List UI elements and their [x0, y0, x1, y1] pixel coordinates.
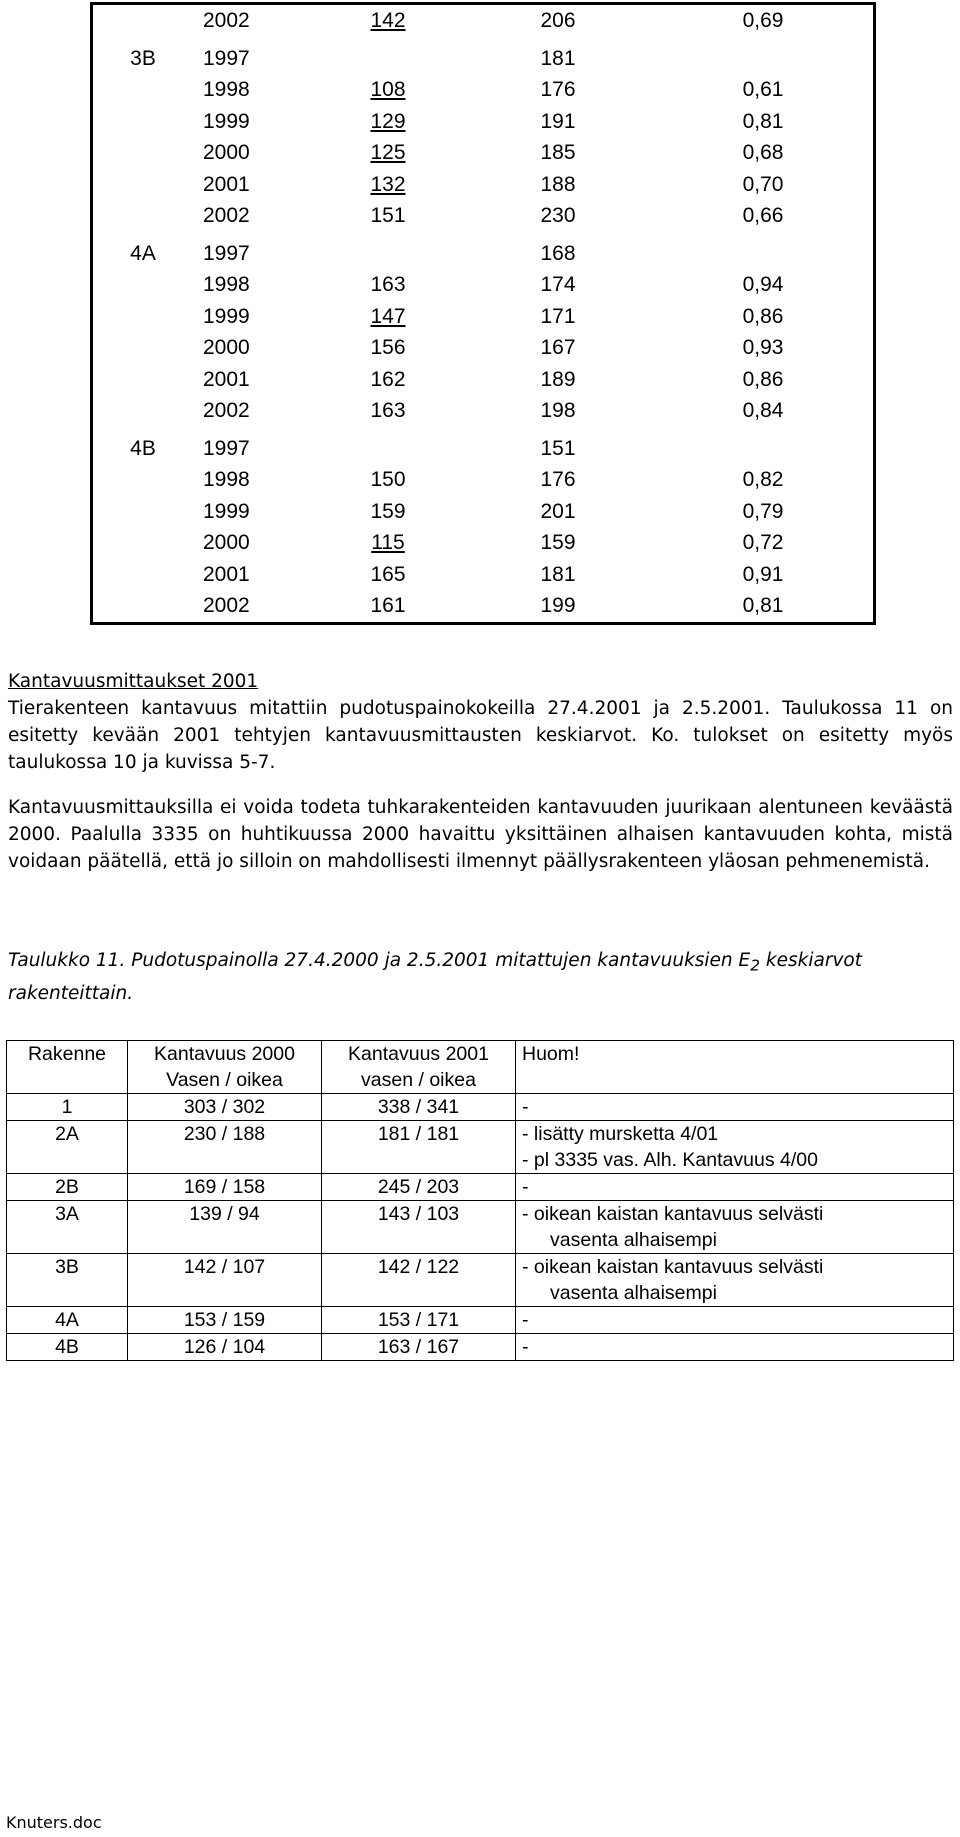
- table-row: [7, 1121, 954, 1174]
- cell-value-b: 230: [540, 204, 576, 227]
- cell-ratio: 0,91: [742, 562, 784, 586]
- note-line: -: [522, 1309, 529, 1331]
- table-row: [93, 137, 873, 169]
- cell-group: [93, 559, 193, 591]
- cell-ratio: 0,61: [742, 78, 784, 101]
- structure-averages-table: [6, 1040, 954, 1361]
- note-line: vasenta alhaisempi: [550, 1282, 717, 1304]
- cell-kantavuus-2000: 169 / 158: [128, 1174, 322, 1201]
- cell-value-a: 163: [370, 273, 406, 296]
- note-line: - pl 3335 vas. Alh. Kantavuus 4/00: [522, 1149, 818, 1171]
- cell-value-a: 156: [370, 336, 406, 359]
- cell-rakenne: 4A: [7, 1307, 128, 1334]
- cell-value-b: 171: [540, 304, 576, 328]
- cell-group: [93, 527, 193, 559]
- table-row: [93, 527, 873, 559]
- cell-rakenne: 2A: [7, 1121, 128, 1174]
- cell-year: 2001: [203, 562, 250, 586]
- cell-kantavuus-2001: 181 / 181: [322, 1121, 516, 1174]
- cell-ratio: 0,93: [742, 336, 784, 359]
- cell-group: [93, 200, 193, 232]
- cell-year: 1999: [203, 499, 250, 523]
- table-row: [93, 74, 873, 106]
- table-row: [93, 590, 873, 622]
- structure-table: [6, 1040, 954, 1361]
- cell-year: 1998: [203, 78, 250, 101]
- cell-kantavuus-2000: 153 / 159: [128, 1307, 322, 1334]
- cell-year: 2000: [203, 336, 250, 359]
- table-row: [93, 395, 873, 427]
- cell-ratio: 0,69: [742, 9, 784, 32]
- cell-value-a: [313, 37, 463, 75]
- cell-value-a: 163: [370, 399, 406, 422]
- cell-value-a: 132: [370, 172, 406, 196]
- table-row: [7, 1094, 954, 1121]
- note-line: - oikean kaistan kantavuus selvästi: [522, 1203, 824, 1225]
- cell-kantavuus-2001: 245 / 203: [322, 1174, 516, 1201]
- cell-value-a: 162: [370, 367, 406, 391]
- cell-group: [93, 169, 193, 201]
- table-caption: [8, 947, 953, 1007]
- cell-year: 2002: [203, 399, 250, 422]
- cell-value-b: 201: [540, 499, 576, 523]
- table-row: [93, 364, 873, 396]
- cell-group: [93, 301, 193, 333]
- cell-year: 1999: [203, 304, 250, 328]
- cell-value-a: 165: [370, 562, 406, 586]
- cell-ratio: 0,70: [742, 172, 784, 196]
- cell-year: 2002: [203, 204, 250, 227]
- cell-value-a: 147: [370, 304, 406, 328]
- cell-kantavuus-2000: 142 / 107: [128, 1254, 322, 1307]
- cell-ratio: 0,82: [742, 468, 784, 491]
- cell-rakenne: 4B: [7, 1334, 128, 1361]
- cell-year: 1997: [203, 46, 250, 70]
- cell-value-b: 174: [540, 273, 576, 296]
- table-row: [93, 427, 873, 465]
- cell-group: 4A: [130, 241, 156, 265]
- table-row: [93, 169, 873, 201]
- cell-value-a: 125: [370, 141, 406, 164]
- header-line: vasen / oikea: [361, 1069, 476, 1091]
- cell-value-a: 161: [370, 594, 406, 617]
- cell-value-a: 108: [370, 78, 406, 101]
- section-heading: Kantavuusmittaukset 2001: [8, 671, 259, 692]
- cell-value-b: 181: [540, 46, 576, 70]
- cell-value-b: 189: [540, 367, 576, 391]
- table-row: [93, 332, 873, 364]
- cell-ratio: 0,81: [742, 109, 784, 133]
- cell-year: 2001: [203, 172, 250, 196]
- cell-value-a: 142: [370, 9, 406, 32]
- cell-huom: [516, 1254, 954, 1307]
- cell-huom: [516, 1201, 954, 1254]
- cell-group: 4B: [130, 436, 156, 460]
- table-row: [93, 5, 873, 37]
- cell-value-b: 181: [540, 562, 576, 586]
- note-line: -: [522, 1336, 529, 1358]
- cell-value-b: 191: [540, 109, 576, 133]
- cell-rakenne: 2B: [7, 1174, 128, 1201]
- cell-rakenne: 3A: [7, 1201, 128, 1254]
- cell-group: [93, 137, 193, 169]
- paragraph-text: Tierakenteen kantavuus mitattiin pudotuspainokokeilla 27.4.2001 ja 2.5.2001. Taulukossa 11 on esitetty kevään 2001 tehtyjen kantavuusmittausten keskiarvot. Ko. tulokset on esitetty myös taulukossa 10 ja kuvissa 5-7.: [8, 698, 953, 773]
- cell-year: 1997: [203, 241, 250, 265]
- table-row: [93, 200, 873, 232]
- cell-group: [93, 364, 193, 396]
- caption-subscript: 2: [750, 956, 761, 975]
- paragraph-measurements: [8, 695, 953, 776]
- header-line: Kantavuus 2000: [154, 1043, 295, 1065]
- footer-filename: Knuters.doc: [6, 1813, 102, 1832]
- cell-ratio: 0,72: [742, 531, 784, 554]
- cell-group: [93, 464, 193, 496]
- header-line: Vasen / oikea: [166, 1069, 283, 1091]
- cell-value-b: 198: [540, 399, 576, 422]
- cell-value-b: 167: [540, 336, 576, 359]
- paragraph-text: Kantavuusmittauksilla ei voida todeta tuhkarakenteiden kantavuuden juurikaan alentuneen keväästä 2000. Paalulla 3335 on huhtikuussa 2000 havaittu yksittäinen alhaisen kantavuuden kohta, mistä voidaan päätellä, että jo silloin on mahdollisesti ilmennyt päällysrakenteen yläosan pehmenemistä.: [8, 797, 953, 872]
- cell-year: 1999: [203, 109, 250, 133]
- cell-ratio: 0,86: [742, 367, 784, 391]
- cell-year: 2002: [203, 9, 250, 32]
- cell-huom: [516, 1334, 954, 1361]
- cell-kantavuus-2001: 338 / 341: [322, 1094, 516, 1121]
- cell-value-b: 176: [540, 468, 576, 491]
- table-row: [93, 106, 873, 138]
- cell-value-b: 168: [540, 241, 576, 265]
- cell-group: [93, 74, 193, 106]
- cell-value-b: 151: [540, 436, 576, 460]
- cell-ratio: 0,68: [742, 141, 784, 164]
- note-line: vasenta alhaisempi: [550, 1229, 717, 1251]
- cell-huom: [516, 1174, 954, 1201]
- cell-ratio: [653, 37, 873, 75]
- cell-group: [93, 496, 193, 528]
- note-line: -: [522, 1096, 529, 1118]
- cell-ratio: 0,94: [742, 273, 784, 296]
- header-huom: Huom!: [516, 1041, 954, 1094]
- cell-huom: [516, 1121, 954, 1174]
- cell-year: 2000: [203, 531, 250, 554]
- cell-huom: [516, 1307, 954, 1334]
- cell-ratio: [653, 232, 873, 270]
- cell-group: [93, 269, 193, 301]
- header-rakenne: Rakenne: [7, 1041, 128, 1094]
- cell-value-b: 188: [540, 172, 576, 196]
- cell-year: 2002: [203, 594, 250, 617]
- header-kantavuus-2000: [128, 1041, 322, 1094]
- cell-rakenne: 3B: [7, 1254, 128, 1307]
- table-row: [93, 496, 873, 528]
- table-row: [7, 1334, 954, 1361]
- cell-value-b: 176: [540, 78, 576, 101]
- cell-huom: [516, 1094, 954, 1121]
- cell-value-b: 159: [540, 531, 576, 554]
- cell-kantavuus-2000: 303 / 302: [128, 1094, 322, 1121]
- table-header-row: [7, 1041, 954, 1094]
- header-kantavuus-2001: [322, 1041, 516, 1094]
- cell-value-a: [313, 232, 463, 270]
- cell-kantavuus-2001: 153 / 171: [322, 1307, 516, 1334]
- cell-ratio: 0,66: [742, 204, 784, 227]
- table-row: [93, 301, 873, 333]
- cell-ratio: 0,81: [742, 594, 784, 617]
- table-row: [93, 464, 873, 496]
- cell-value-b: 185: [540, 141, 576, 164]
- table-row: [7, 1307, 954, 1334]
- cell-year: 1997: [203, 436, 250, 460]
- table-row: [93, 37, 873, 75]
- cell-ratio: 0,86: [742, 304, 784, 328]
- cell-value-a: [313, 427, 463, 465]
- cell-ratio: [653, 427, 873, 465]
- cell-value-b: 206: [540, 9, 576, 32]
- note-line: -: [522, 1176, 529, 1198]
- cell-value-a: 151: [370, 204, 406, 227]
- paragraph-findings: [8, 794, 953, 875]
- cell-kantavuus-2001: 143 / 103: [322, 1201, 516, 1254]
- cell-value-a: 159: [370, 499, 406, 523]
- cell-rakenne: 1: [7, 1094, 128, 1121]
- note-line: - lisätty murskettа 4/01: [522, 1123, 719, 1145]
- table-row: [93, 232, 873, 270]
- top-data-table: [90, 2, 876, 625]
- note-line: - oikean kaistan kantavuus selvästi: [522, 1256, 824, 1278]
- cell-ratio: 0,79: [742, 499, 784, 523]
- cell-kantavuus-2000: 126 / 104: [128, 1334, 322, 1361]
- cell-group: 3B: [130, 46, 156, 70]
- cell-group: [93, 590, 193, 622]
- cell-value-a: 150: [370, 468, 406, 491]
- cell-value-a: 115: [371, 531, 405, 554]
- caption-text-end: keskiarvot rakenteittain.: [8, 950, 862, 1004]
- table-row: [7, 1174, 954, 1201]
- table-row: [93, 269, 873, 301]
- cell-value-b: 199: [540, 594, 576, 617]
- table-row: [93, 559, 873, 591]
- cell-ratio: 0,84: [742, 399, 784, 422]
- cell-year: 1998: [203, 468, 250, 491]
- cell-value-a: 129: [370, 109, 406, 133]
- header-line: Kantavuus 2001: [348, 1043, 489, 1065]
- cell-group: [93, 332, 193, 364]
- cell-kantavuus-2000: 139 / 94: [128, 1201, 322, 1254]
- cell-kantavuus-2001: 142 / 122: [322, 1254, 516, 1307]
- cell-group: [93, 395, 193, 427]
- cell-kantavuus-2000: 230 / 188: [128, 1121, 322, 1174]
- cell-year: 2001: [203, 367, 250, 391]
- cell-year: 1998: [203, 273, 250, 296]
- cell-group: [93, 106, 193, 138]
- cell-group: [93, 5, 193, 37]
- table-row: [7, 1254, 954, 1307]
- cell-kantavuus-2001: 163 / 167: [322, 1334, 516, 1361]
- cell-year: 2000: [203, 141, 250, 164]
- caption-text: Taulukko 11. Pudotuspainolla 27.4.2000 ja 2.5.2001 mitattujen kantavuuksien E: [8, 950, 751, 971]
- bearing-capacity-table: [93, 5, 873, 622]
- table-row: [7, 1201, 954, 1254]
